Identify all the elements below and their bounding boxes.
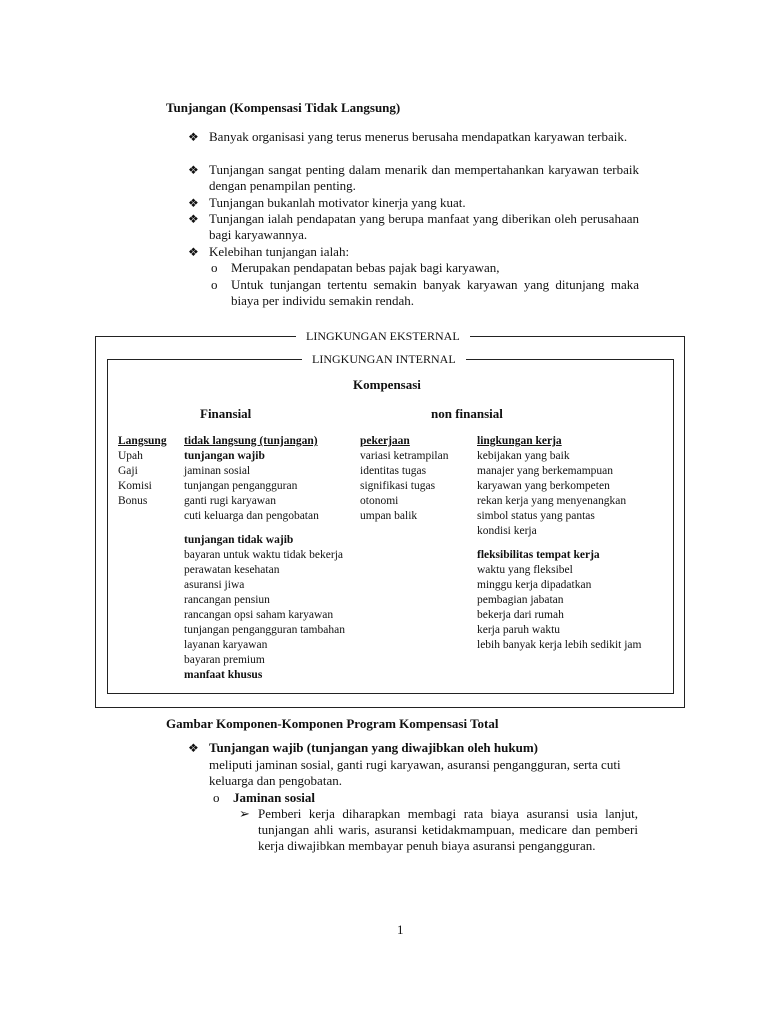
internal-environment-label: LINGKUNGAN INTERNAL	[302, 352, 466, 366]
subsection-body: Pemberi kerja diharapkan membagi rata biaya asuransi usia lanjut, tunjangan ahli waris, asuransi ketidakmampuan, medicare dan pemberi kerja diwajibkan membayar penuh biaya asuransi pengangguran.	[258, 806, 638, 853]
list-item: variasi ketrampilan	[360, 450, 449, 462]
list-item: rancangan opsi saham karyawan	[184, 609, 334, 621]
list-item: layanan karyawan	[184, 639, 268, 651]
list-item: perawatan kesehatan	[184, 564, 280, 576]
list-item: bekerja dari rumah	[477, 609, 564, 621]
diamond-bullet-icon: ❖	[188, 245, 199, 259]
list-item: bayaran untuk waktu tidak bekerja	[184, 549, 344, 561]
sub-bullet-text: Merupakan pendapatan bebas pajak bagi karyawan,	[231, 260, 500, 275]
list-item: bayaran premium	[184, 654, 265, 666]
list-item: minggu kerja dipadatkan	[477, 579, 592, 591]
column-header: Langsung	[118, 435, 167, 447]
work-environment-column	[477, 434, 641, 653]
list-item: karyawan yang berkompeten	[477, 480, 610, 492]
external-environment-label: LINGKUNGAN EKSTERNAL	[296, 329, 470, 343]
list-item: Komisi	[118, 480, 152, 492]
list-item: tunjangan pengangguran	[184, 480, 298, 492]
bullet-text: Tunjangan ialah pendapatan yang berupa manfaat yang diberikan oleh perusahaan bagi karyawannya.	[209, 211, 639, 242]
figure-caption: Gambar Komponen-Komponen Program Kompensasi Total	[166, 716, 499, 731]
list-item: asuransi jiwa	[184, 579, 245, 591]
list-item: identitas tugas	[360, 465, 427, 477]
list-item: otonomi	[360, 495, 399, 507]
list-item: umpan balik	[360, 510, 418, 522]
diamond-bullet-icon: ❖	[188, 130, 199, 144]
list-item: ganti rugi karyawan	[184, 495, 276, 507]
bullet-text: Tunjangan sangat penting dalam menarik dan mempertahankan karyawan terbaik dengan penampilan penting.	[209, 162, 639, 193]
column-header: lingkungan kerja	[477, 435, 562, 447]
diamond-bullet-icon: ❖	[188, 212, 199, 226]
sub-bullet-text: Untuk tunjangan tertentu semakin banyak karyawan yang ditunjang maka biaya per individu semakin rendah.	[231, 277, 639, 308]
indirect-compensation-column	[184, 434, 345, 683]
bullet-text: Banyak organisasi yang terus menerus berusaha mendapatkan karyawan terbaik.	[209, 129, 628, 144]
column-header: tidak langsung (tunjangan)	[184, 435, 318, 447]
circle-bullet-icon: o	[211, 277, 218, 292]
non-financial-label: non finansial	[431, 406, 503, 421]
group-title: manfaat khusus	[184, 669, 263, 681]
section-body: meliputi jaminan sosial, ganti rugi karyawan, asuransi pengangguran, serta cuti keluarga dan pengobatan.	[209, 757, 621, 788]
diamond-bullet-icon: ❖	[188, 741, 199, 755]
diamond-bullet-icon: ❖	[188, 196, 199, 210]
page-number: 1	[397, 922, 404, 937]
arrow-bullet-icon: ➢	[239, 806, 250, 821]
list-item: lebih banyak kerja lebih sedikit jam	[477, 639, 642, 651]
job-column	[360, 434, 448, 524]
diamond-bullet-icon: ❖	[188, 163, 199, 177]
bullet-text: Kelebihan tunjangan ialah:	[209, 244, 350, 259]
circle-bullet-icon: o	[211, 260, 218, 275]
diagram-title: Kompensasi	[353, 377, 421, 392]
column-header: pekerjaan	[360, 435, 410, 447]
list-item: tunjangan pengangguran tambahan	[184, 624, 345, 636]
list-item: signifikasi tugas	[360, 480, 436, 492]
group-title: tunjangan wajib	[184, 450, 265, 462]
group-title: tunjangan tidak wajib	[184, 534, 294, 546]
list-item: Upah	[118, 450, 143, 462]
page-heading: Tunjangan (Kompensasi Tidak Langsung)	[166, 100, 401, 115]
list-item: simbol status yang pantas	[477, 510, 595, 522]
direct-compensation-column	[118, 434, 167, 509]
list-item: waktu yang fleksibel	[477, 564, 573, 576]
list-item: rekan kerja yang menyenangkan	[477, 495, 627, 507]
bullet-text: Tunjangan bukanlah motivator kinerja yang kuat.	[209, 195, 466, 210]
list-item: kerja paruh waktu	[477, 624, 561, 636]
subsection-title: Jaminan sosial	[233, 790, 315, 805]
circle-bullet-icon: o	[213, 790, 220, 805]
list-item: kebijakan yang baik	[477, 450, 570, 462]
list-item: jaminan sosial	[184, 465, 251, 477]
list-item: Bonus	[118, 495, 148, 507]
list-item: cuti keluarga dan pengobatan	[184, 510, 319, 522]
list-item: rancangan pensiun	[184, 594, 270, 606]
list-item: manajer yang berkemampuan	[477, 465, 614, 477]
section-title: Tunjangan wajib (tunjangan yang diwajibkan oleh hukum)	[209, 740, 538, 755]
group-title: fleksibilitas tempat kerja	[477, 549, 600, 561]
financial-label: Finansial	[200, 406, 252, 421]
list-item: Gaji	[118, 465, 138, 477]
list-item: pembagian jabatan	[477, 594, 564, 606]
list-item: kondisi kerja	[477, 525, 537, 537]
